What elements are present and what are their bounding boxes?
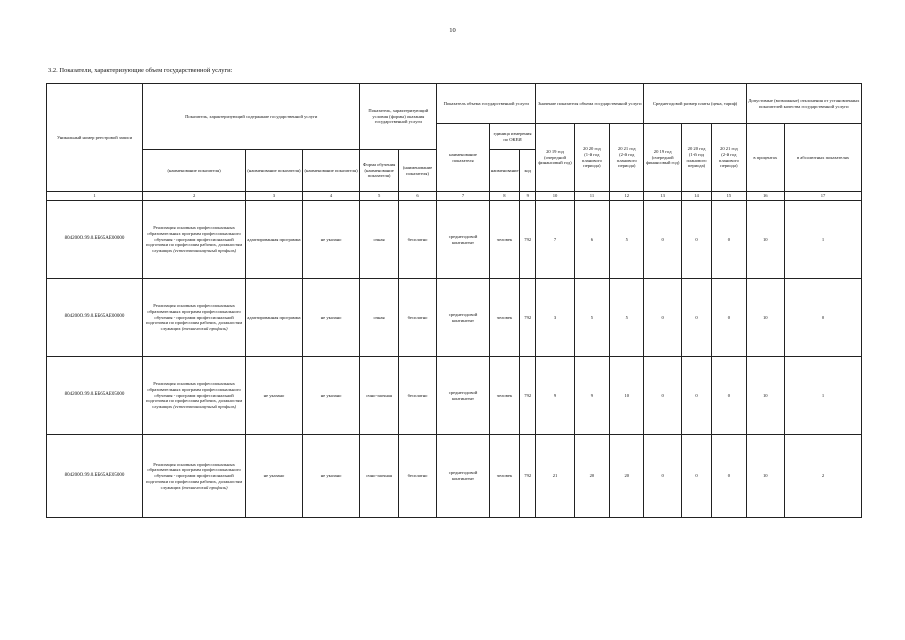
fee-year-b-cell: 0 xyxy=(681,435,711,518)
header-indicator-name-3: (наименование показателя) xyxy=(302,150,360,192)
indicator-cell: не указано xyxy=(302,435,360,518)
fee-year-a-label: 20 19 год xyxy=(653,148,672,154)
header-in-absolute: в абсолютных показателях xyxy=(785,124,862,192)
column-number: 15 xyxy=(712,192,746,201)
fee-year-c-sub: (2-й год планового периода) xyxy=(718,151,739,169)
deviation-percent-cell: 10 xyxy=(746,279,784,357)
volume-year-b-cell: 5 xyxy=(574,279,609,357)
content-cell xyxy=(143,435,246,518)
volume-year-c-cell: 10 xyxy=(610,357,644,435)
fee-year-a-sub: (очередной финансовый год) xyxy=(645,154,680,166)
header-fee-year-a xyxy=(644,124,681,192)
header-indicator-name-2: (наименование показателя) xyxy=(246,150,303,192)
fee-year-b-cell: 0 xyxy=(681,279,711,357)
fee-year-a-cell: 0 xyxy=(644,201,681,279)
column-number: 14 xyxy=(681,192,711,201)
header-indicator-name-1: (наименование показателя) xyxy=(143,150,246,192)
volume-year-b-cell: 20 xyxy=(574,435,609,518)
fee-year-a-cell: 0 xyxy=(644,279,681,357)
content-cell xyxy=(143,201,246,279)
fee-year-a-cell: 0 xyxy=(644,435,681,518)
column-number: 13 xyxy=(644,192,681,201)
year-b-sub: (1-й год планового периода) xyxy=(581,151,602,169)
table-row xyxy=(47,279,862,357)
header-payment: (наименование показателя) xyxy=(398,150,436,192)
content-note: (технический профиль) xyxy=(181,326,228,332)
table-row xyxy=(47,435,862,518)
header-content-indicator: Показатель, характеризующий содержание государственной услуги xyxy=(143,84,360,150)
column-number: 10 xyxy=(536,192,574,201)
page-number: 10 xyxy=(449,27,456,34)
header-in-percent: в процентах xyxy=(746,124,784,192)
unit-name-cell: человек xyxy=(489,201,519,279)
content-note: (естественнонаучный профиль) xyxy=(173,248,237,254)
volume-year-a-cell: 21 xyxy=(536,435,574,518)
column-number: 4 xyxy=(302,192,360,201)
header-volume-values: Значение показателя объема государственной услуги xyxy=(536,84,644,124)
program-cell: не указано xyxy=(246,357,303,435)
volume-year-b-cell: 9 xyxy=(574,357,609,435)
program-cell: не указано xyxy=(246,435,303,518)
volume-year-a-cell: 9 xyxy=(536,357,574,435)
header-volume-year-a xyxy=(536,124,574,192)
unit-code-cell: 792 xyxy=(520,435,536,518)
column-number: 7 xyxy=(437,192,490,201)
form-cell: очная xyxy=(360,279,398,357)
program-cell: адаптированная программа xyxy=(246,201,303,279)
content-cell xyxy=(143,357,246,435)
unit-code-cell: 792 xyxy=(520,279,536,357)
deviation-absolute-cell: 1 xyxy=(785,357,862,435)
content-text: Реализация основных профессиональных образовательных программ профессионального обучения - программ профессиональной подготовки по профессиям рабочих, должностям служащих xyxy=(146,461,243,490)
fee-year-b-sub: (1-й год планового периода) xyxy=(686,151,707,169)
fee-year-a-cell: 0 xyxy=(644,357,681,435)
deviation-percent-cell: 10 xyxy=(746,435,784,518)
table-row xyxy=(47,357,862,435)
header-avg-fee: Среднегодовой размер платы (цена, тариф) xyxy=(644,84,746,124)
year-a-sub: (очередной финансовый год) xyxy=(538,154,572,166)
column-number: 12 xyxy=(610,192,644,201)
volume-year-a-cell: 7 xyxy=(536,201,574,279)
column-numbers-row xyxy=(47,192,862,201)
indicator-cell: не указано xyxy=(302,357,360,435)
payment-cell: бесплатно xyxy=(398,201,436,279)
deviation-absolute-cell: 0 xyxy=(785,279,862,357)
deviation-absolute-cell: 1 xyxy=(785,201,862,279)
content-text: Реализация основных профессиональных образовательных программ профессионального обучения - программ профессиональной подготовки по профессиям рабочих, должностям служащих xyxy=(146,225,243,254)
indicator-cell: не указано xyxy=(302,201,360,279)
volume-indicators-table xyxy=(46,83,862,518)
fee-year-c-cell: 0 xyxy=(712,357,746,435)
payment-cell: бесплатно xyxy=(398,435,436,518)
column-number: 2 xyxy=(143,192,246,201)
fee-year-c-label: 20 21 год xyxy=(720,146,738,152)
registry-number-cell: 804200О.99.0.ББ65АЕ00000 xyxy=(47,201,143,279)
registry-number-cell: 804200О.99.0.ББ65АЕ05000 xyxy=(47,435,143,518)
year-a-label: 20 19 год xyxy=(546,148,564,154)
header-unit-okei: единица измерения по ОКЕИ xyxy=(489,124,536,150)
column-number: 17 xyxy=(785,192,862,201)
header-volume-year-b xyxy=(574,124,609,192)
content-cell xyxy=(143,279,246,357)
content-note: (технический профиль) xyxy=(181,484,228,490)
column-number: 3 xyxy=(246,192,303,201)
form-cell: очная xyxy=(360,201,398,279)
header-allowed-deviation: Допустимые (возможные) отклонения от установленных показателей качества государственной услуги xyxy=(746,84,861,124)
header-registry-number: Уникальный номер реестровой записи xyxy=(47,84,143,192)
program-cell: адаптированная программа xyxy=(246,279,303,357)
fee-year-b-cell: 0 xyxy=(681,201,711,279)
volume-name-cell: среднегодовой контингент xyxy=(437,279,490,357)
unit-code-cell: 792 xyxy=(520,201,536,279)
volume-year-c-cell: 5 xyxy=(610,279,644,357)
year-c-sub: (2-й год планового периода) xyxy=(616,151,637,169)
header-conditions-indicator: Показатель, характеризующий условия (формы) оказания государственной услуги xyxy=(360,84,437,150)
form-cell: очно-заочная xyxy=(360,435,398,518)
unit-name-cell: человек xyxy=(489,357,519,435)
registry-number-cell: 804200О.99.0.ББ65АЕ00000 xyxy=(47,279,143,357)
fee-year-c-cell: 0 xyxy=(712,279,746,357)
registry-number-cell: 804200О.99.0.ББ65АЕ05000 xyxy=(47,357,143,435)
header-form-of-training xyxy=(360,150,398,192)
header-unit-name: наименование xyxy=(489,150,519,192)
column-number: 16 xyxy=(746,192,784,201)
column-number: 8 xyxy=(489,192,519,201)
volume-year-b-cell: 6 xyxy=(574,201,609,279)
header-unit-code: код xyxy=(520,150,536,192)
unit-code-cell: 792 xyxy=(520,357,536,435)
unit-name-cell: человек xyxy=(489,435,519,518)
volume-year-c-cell: 5 xyxy=(610,201,644,279)
payment-cell: бесплатно xyxy=(398,279,436,357)
content-text: Реализация основных профессиональных образовательных программ профессионального обучения - программ профессиональной подготовки по профессиям рабочих, должностям служащих xyxy=(146,381,243,410)
deviation-percent-cell: 10 xyxy=(746,201,784,279)
volume-name-cell: среднегодовой контингент xyxy=(437,435,490,518)
year-c-label: 20 21 год xyxy=(617,146,636,152)
column-number: 9 xyxy=(520,192,536,201)
unit-name-cell: человек xyxy=(489,279,519,357)
volume-name-cell: среднегодовой контингент xyxy=(437,201,490,279)
volume-year-a-cell: 3 xyxy=(536,279,574,357)
deviation-percent-cell: 10 xyxy=(746,357,784,435)
form-cell: очно-заочная xyxy=(360,357,398,435)
header-volume-name: наименование показателя xyxy=(437,124,490,192)
column-number: 6 xyxy=(398,192,436,201)
table-row xyxy=(47,201,862,279)
fee-year-b-cell: 0 xyxy=(681,357,711,435)
header-volume-indicator: Показатель объема государственной услуги xyxy=(437,84,536,124)
column-number: 1 xyxy=(47,192,143,201)
form-of-training-label: Форма обучения xyxy=(362,161,396,167)
payment-cell: бесплатно xyxy=(398,357,436,435)
form-sub-label: (наименование показателя) xyxy=(364,167,394,179)
content-text: Реализация основных профессиональных образовательных программ профессионального обучения - программ профессиональной подготовки по профессиям рабочих, должностям служащих xyxy=(146,303,243,332)
header-volume-year-c xyxy=(610,124,644,192)
year-b-label: 20 20 год xyxy=(583,146,601,152)
fee-year-c-cell: 0 xyxy=(712,435,746,518)
volume-year-c-cell: 20 xyxy=(610,435,644,518)
section-title: 3.2. Показатели, характеризующие объем государственной услуги: xyxy=(48,67,233,74)
fee-year-b-label: 20 20 год xyxy=(687,146,706,152)
indicator-cell: не указано xyxy=(302,279,360,357)
deviation-absolute-cell: 2 xyxy=(785,435,862,518)
fee-year-c-cell: 0 xyxy=(712,201,746,279)
volume-name-cell: среднегодовой контингент xyxy=(437,357,490,435)
header-fee-year-b xyxy=(681,124,711,192)
column-number: 11 xyxy=(574,192,609,201)
column-number: 5 xyxy=(360,192,398,201)
header-fee-year-c xyxy=(712,124,746,192)
content-note: (естественнонаучный профиль) xyxy=(173,404,237,410)
